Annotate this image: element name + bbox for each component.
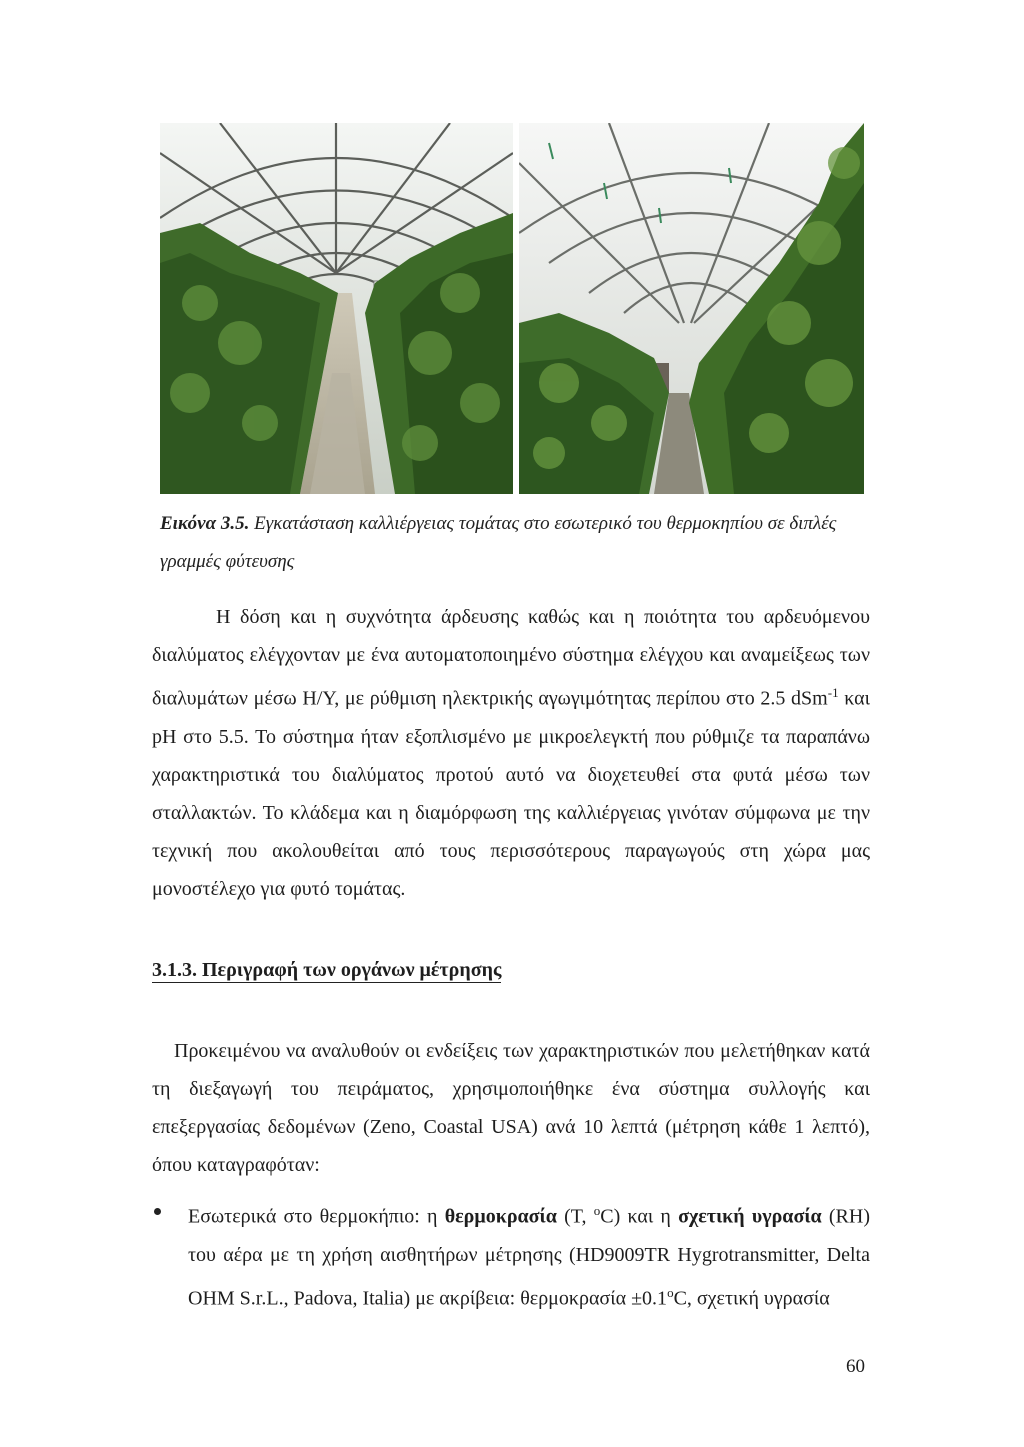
- section-title: Περιγραφή των οργάνων μέτρησης: [202, 959, 502, 981]
- paragraph-1-part-a: Η δόση και η συχνότητα άρδευσης καθώς και η ποιότητα του αρδευόμενου διαλύματος ελέγχονταν με ένα αυτοματοποιημένο σύστημα ελέγχου και αναμείξεως των διαλυμάτων μέσω Η/Υ, με ρύθμιση ηλεκτρικής αγωγιμότητας περίπου στο 2.5 dSm: [152, 606, 870, 710]
- greenhouse-tomato-rows-left-photo: [160, 123, 513, 494]
- bold-term-temperature: θερμοκρασία: [444, 1205, 557, 1228]
- bullet-icon: [154, 1208, 161, 1215]
- bullet-text: Εσωτερικά στο θερμοκήπιο: η: [188, 1205, 445, 1228]
- bullet-text: (T,: [556, 1205, 594, 1228]
- section-number: 3.1.3.: [152, 959, 197, 981]
- figure-caption-text: Εγκατάσταση καλλιέργειας τομάτας στο εσωτερικό του θερμοκηπίου σε διπλές γραμμές φύτευσης: [160, 513, 837, 572]
- unit-superscript: -1: [827, 685, 839, 700]
- body-paragraph-1: [152, 598, 870, 908]
- paragraph-2-text: Προκειμένου να αναλυθούν οι ενδείξεις των χαρακτηριστικών που μελετήθηκαν κατά τη διεξαγωγή του πειράματος, χρησιμοποιήθηκε ένα σύστημα συλλογής και επεξεργασίας δεδομένων (Zeno, Coastal USA) ανά 10 λεπτά (μέτρηση κάθε 1 λεπτό), όπου καταγραφόταν:: [152, 1040, 870, 1176]
- body-paragraph-2: [152, 1032, 870, 1184]
- greenhouse-tomato-rows-right-photo: [519, 123, 864, 494]
- degree-superscript: o: [667, 1284, 674, 1300]
- figure-caption: [160, 505, 870, 581]
- bold-term-humidity: σχετική υγρασία: [678, 1205, 822, 1228]
- degree-superscript: o: [593, 1203, 601, 1218]
- bullet-list: [152, 1192, 870, 1317]
- page-number: 60: [846, 1356, 865, 1377]
- section-heading: [152, 955, 501, 985]
- list-item: [152, 1192, 870, 1317]
- bullet-text: C) και η: [600, 1205, 679, 1228]
- bullet-text: C, σχετική υγρασία: [673, 1287, 830, 1310]
- bullet-text: (RH) του αέρα με τη χρήση αισθητήρων μέτρησης (HD9009TR Hygrotransmitter, Delta OHM S.r.L., Padova, Italia) με ακρίβεια: θερμοκρασία ±0.1: [188, 1205, 870, 1310]
- paragraph-1-part-b: και pH στο 5.5. Το σύστημα ήταν εξοπλισμένο με μικροελεγκτή που ρύθμιζε τα παραπάνω χαρακτηριστικά του διαλύματος προτού αυτό να διοχετευθεί στα φυτά μέσω των σταλλακτών. Το κλάδεμα και η διαμόρφωση της καλλιέργειας γινόταν σύμφωνα με την τεχνική που ακολουθείται από τους περισσότερους παραγωγούς στη χώρα μας μονοστέλεχο για φυτό τομάτας.: [152, 687, 871, 900]
- figure-label: Εικόνα 3.5.: [160, 513, 250, 534]
